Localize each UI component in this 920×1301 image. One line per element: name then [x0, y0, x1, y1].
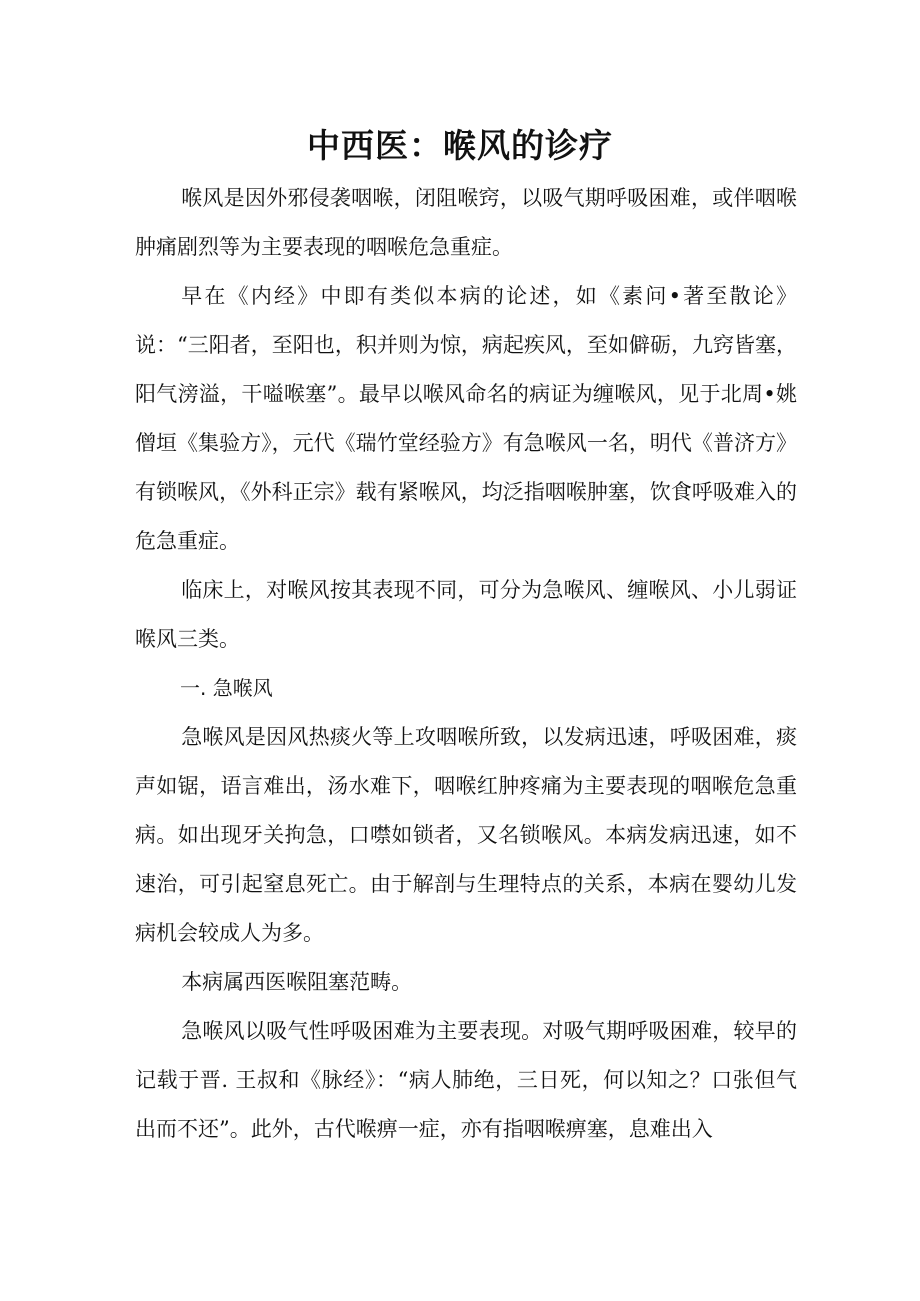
- document-body: [135, 174, 797, 1154]
- paragraph-acute-definition: 急喉风是因风热痰火等上攻咽喉所致，以发病迅速，呼吸困难，痰声如锯，语言难出，汤水难下，咽喉红肿疼痛为主要表现的咽喉危急重病。如出现牙关拘急，口噤如锁者，又名锁喉风。本病发病迅速，如不速治，可引起窒息死亡。由于解剖与生理特点的关系，本病在婴幼儿发病机会较成人为多。: [135, 725, 797, 945]
- paragraph-symptoms: 急喉风以吸气性呼吸困难为主要表现。对吸气期呼吸困难，较早的记载于晋. 王叔和《脉经》：“病人肺绝，三日死，何以知之？口张但气出而不还”。此外，古代喉痹一症，亦有指咽喉痹塞，息难出入: [135, 1019, 797, 1141]
- paragraph-classification: 临床上，对喉风按其表现不同，可分为急喉风、缠喉风、小儿弱证喉风三类。: [135, 578, 797, 651]
- document-title: 中西医：喉风的诊疗: [307, 126, 613, 165]
- paragraph-western-category: 本病属西医喉阻塞范畴。: [181, 970, 413, 994]
- paragraph-history: 早在《内经》中即有类似本病的论述，如《素问•著至散论》说：“三阳者，至阳也，积并则为惊，病起疾风，至如僻砺，九窍皆塞，阳气滂溢，干嗌喉塞”。最早以喉风命名的病证为缠喉风，见于北周•姚僧垣《集验方》，元代《瑞竹堂经验方》有急喉风一名，明代《普济方》有锁喉风，《外科正宗》载有紧喉风，均泛指咽喉肿塞，饮食呼吸难入的危急重症。: [135, 284, 797, 553]
- paragraph-intro: 喉风是因外邪侵袭咽喉，闭阻喉窍，以吸气期呼吸困难，或伴咽喉肿痛剧烈等为主要表现的咽喉危急重症。: [135, 186, 797, 259]
- section-heading: 一. 急喉风: [180, 676, 273, 700]
